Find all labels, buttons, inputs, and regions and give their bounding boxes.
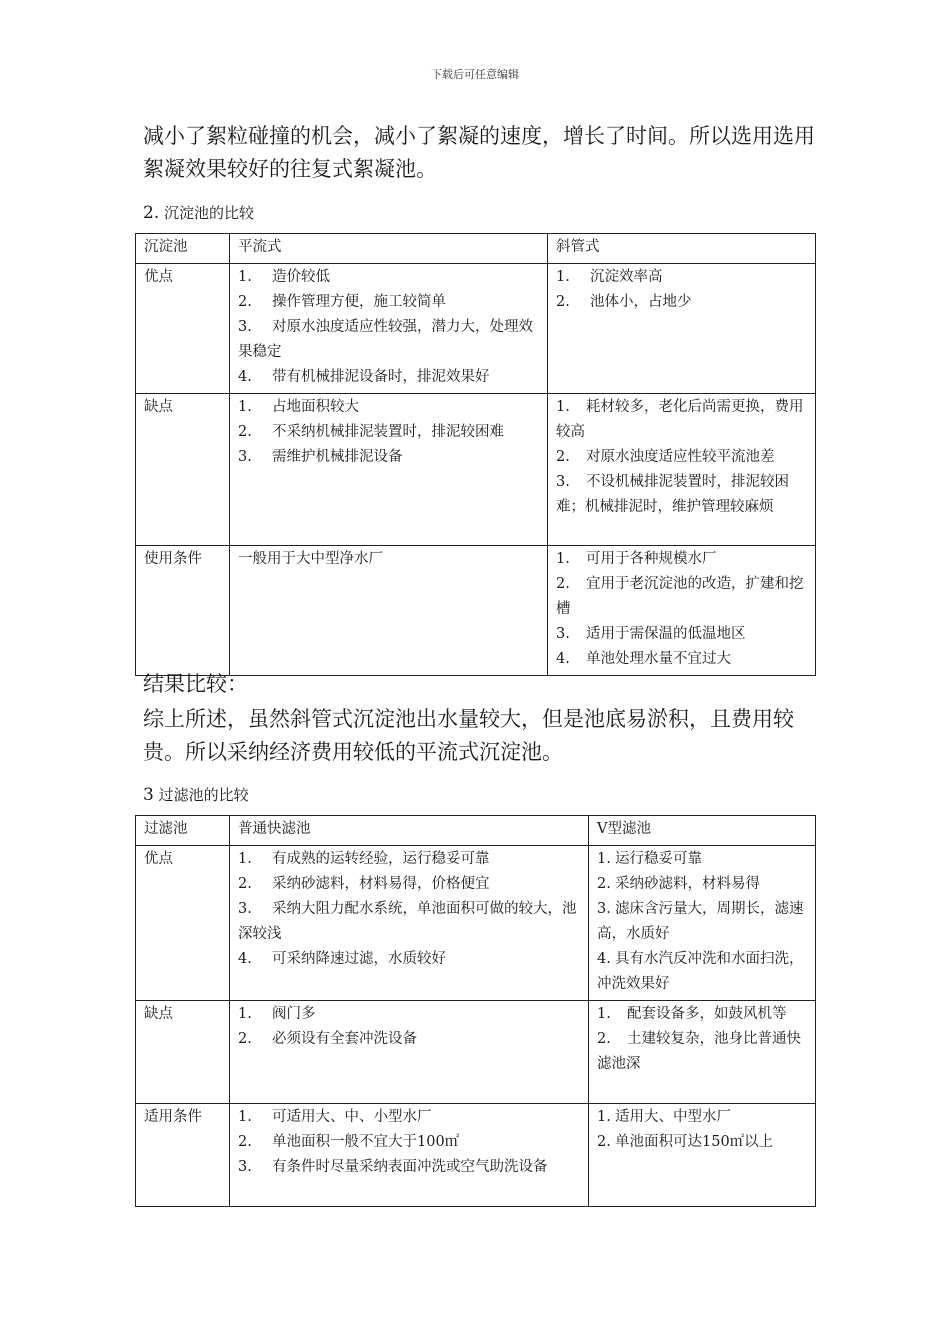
list-item: 3. 需维护机械排泥设备 (238, 449, 403, 465)
result-paragraph: 综上所述，虽然斜管式沉淀池出水量较大，但是池底易淤积，且费用较贵。所以采纳经济费用较低的平流式沉淀池。 (143, 707, 794, 764)
list-item: 2. 土建较复杂，池身比普通快滤池深 (597, 1031, 801, 1072)
list-cell (230, 394, 548, 546)
row-label: 适用条件 (136, 1104, 230, 1207)
list-cell (589, 846, 816, 1001)
list-item: 1. 可适用大、中、小型水厂 (238, 1109, 432, 1125)
header-cell: 平流式 (230, 234, 548, 264)
section2-heading (143, 202, 254, 223)
list-item: 4. 单池处理水量不宜过大 (556, 651, 731, 667)
list-item: 3. 有条件时尽量采纳表面冲洗或空气助洗设备 (238, 1159, 548, 1175)
row-label: 优点 (136, 846, 230, 1001)
list-cell (548, 394, 816, 546)
list-item: 3. 滤床含污量大，周期长，滤速高，水质好 (597, 901, 804, 942)
table-row (136, 546, 816, 676)
section3-number: 3 (143, 785, 154, 805)
list-cell (230, 1104, 589, 1207)
list-item: 1. 耗材较多，老化后尚需更换，费用较高 (556, 399, 804, 440)
list-item: 2. 宜用于老沉淀池的改造，扩建和挖槽 (556, 576, 804, 617)
sedimentation-table (135, 233, 816, 676)
text-cell: 一般用于大中型净水厂 (230, 546, 548, 676)
intro-paragraph: 减小了絮粒碰撞的机会，减小了絮凝的速度，增长了时间。所以选用选用絮凝效果较好的往复式絮凝池。 (143, 124, 815, 181)
row-label: 缺点 (136, 394, 230, 546)
header-cell: 沉淀池 (136, 234, 230, 264)
list-item: 4. 可采纳降速过滤，水质较好 (238, 951, 446, 967)
list-item: 1. 占地面积较大 (238, 399, 359, 415)
row-label: 优点 (136, 264, 230, 394)
list-item: 3. 采纳大阻力配水系统，单池面积可做的较大，池深较浅 (238, 901, 577, 942)
page-header: 下载后可任意编辑 (431, 68, 519, 81)
list-item: 3. 对原水浊度适应性较强，潜力大，处理效果稳定 (238, 319, 533, 360)
list-item: 1. 适用大、中型水厂 (597, 1109, 731, 1125)
list-cell (230, 264, 548, 394)
filter-table (135, 815, 816, 1207)
list-item: 2. 操作管理方便，施工较简单 (238, 294, 446, 310)
list-cell (589, 1104, 816, 1207)
table-row (136, 1001, 816, 1104)
list-item: 2. 不采纳机械排泥装置时，排泥较困难 (238, 424, 504, 440)
list-item: 2. 采纳砂滤料，材料易得，价格便宜 (238, 876, 490, 892)
header-cell: 普通快滤池 (230, 816, 589, 846)
section3-title: 过滤池的比较 (158, 786, 249, 804)
list-item: 1. 可用于各种规模水厂 (556, 551, 717, 567)
table-row (136, 264, 816, 394)
list-cell (548, 264, 816, 394)
table-row (136, 846, 816, 1001)
list-item: 2. 必须设有全套冲洗设备 (238, 1031, 417, 1047)
list-item: 1. 沉淀效率高 (556, 269, 663, 285)
list-cell (589, 1001, 816, 1104)
section2-number: 2. (143, 203, 160, 223)
list-item: 1. 运行稳妥可靠 (597, 851, 702, 867)
row-label: 使用条件 (136, 546, 230, 676)
list-cell (548, 546, 816, 676)
list-item: 1. 配套设备多，如鼓风机等 (597, 1006, 787, 1022)
table-row (136, 1104, 816, 1207)
list-item: 1. 阀门多 (238, 1006, 316, 1022)
list-item: 2. 单池面积一般不宜大于100㎡ (238, 1134, 460, 1150)
table-header-row (136, 816, 816, 846)
list-item: 3. 适用于需保温的低温地区 (556, 626, 746, 642)
row-label: 缺点 (136, 1001, 230, 1104)
section3-heading (143, 784, 249, 805)
list-item: 2. 单池面积可达150㎡以上 (597, 1134, 774, 1150)
table-header-row (136, 234, 816, 264)
list-item: 3. 不设机械排泥装置时，排泥较困难；机械排泥时，维护管理较麻烦 (556, 474, 789, 515)
table-row (136, 394, 816, 546)
list-cell (230, 846, 589, 1001)
list-item: 2. 采纳砂滤料，材料易得 (597, 876, 760, 892)
list-item: 4. 具有水汽反冲洗和水面扫洗，冲洗效果好 (597, 951, 804, 992)
header-cell: V型滤池 (589, 816, 816, 846)
header-cell: 过滤池 (136, 816, 230, 846)
header-cell: 斜管式 (548, 234, 816, 264)
list-item: 1. 造价较低 (238, 269, 330, 285)
result-title: 结果比较： (143, 672, 248, 696)
list-item: 2. 池体小，占地少 (556, 294, 692, 310)
list-item: 4. 带有机械排泥设备时，排泥效果好 (238, 369, 490, 385)
list-item: 1. 有成熟的运转经验，运行稳妥可靠 (238, 851, 490, 867)
list-cell (230, 1001, 589, 1104)
list-item: 2. 对原水浊度适应性较平流池差 (556, 449, 775, 465)
section2-title: 沉淀池的比较 (164, 204, 255, 222)
